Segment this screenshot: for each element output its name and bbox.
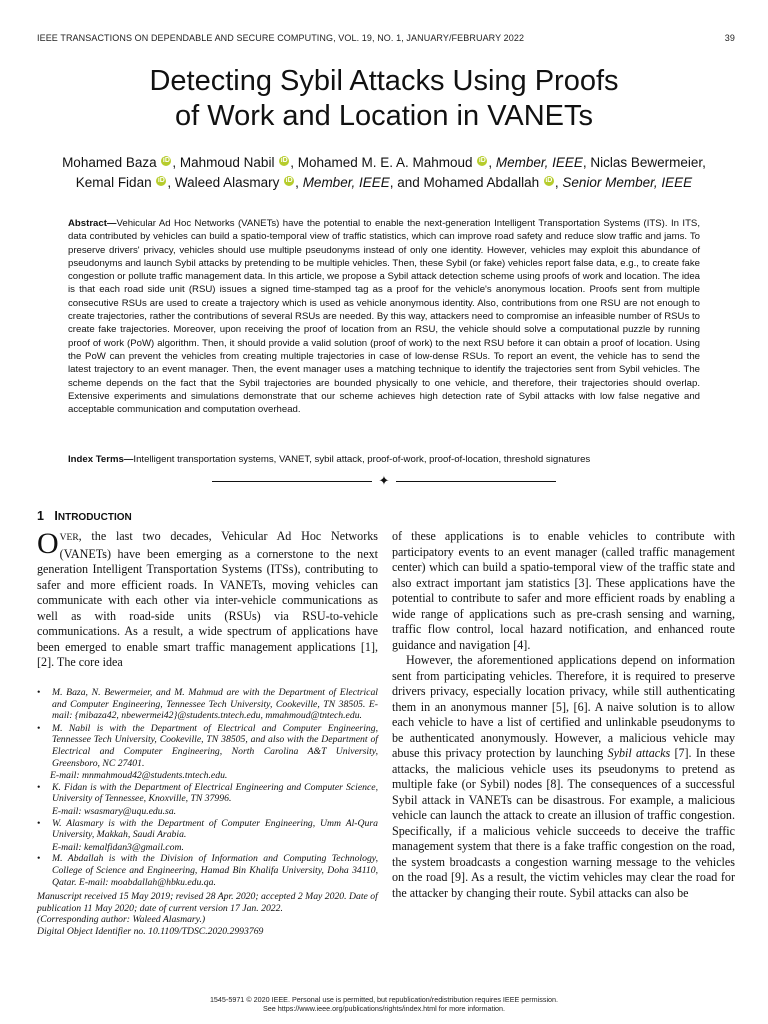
author-baza: Mohamed Baza [62,155,157,170]
intro-paragraph: , the last two decades, Vehicular Ad Hoc Networks (VANETs) have been emerging as a cornerstone to the next generation Intelligent Transportation Systems (ITSs), contributing to safer and more efficient roads. In VANETs, moving vehicles can communicate with each other via inter-vehicle communications as well as with road-side units (RSUs) via RSU-to-vehicle communications. As a result, a wide spectrum of applications have been emerged to enable smart traffic management applications [1], [2]. The core idea [37,529,378,669]
footnote-item [37,723,378,769]
corresponding-author: (Corresponding author: Waleed Alasmary.) [37,914,206,926]
left-column [37,529,378,671]
orcid-icon[interactable]: iD [478,157,486,164]
footnote-email: E-mail: kemalfidan3@gmail.com. [52,841,184,853]
paragraph-text: However, the aforementioned applications depend on information sent from participating vehicles. Therefore, it is required to preserve drivers privacy, especially location privacy, while still authenticating them in an anonymous manner [5], [6]. A naive solution is to allow each vehicle to have a list of certified and unlinkable pseudonyms to be authenticated anonymously. However, a malicious vehicle may abuse this privacy protection by launching [392,653,735,760]
orcid-icon[interactable]: iD [285,177,293,184]
abstract-label: Abstract— [68,218,117,229]
paragraph-text: [7]. In these attacks, the malicious vehicle uses its pseudonyms to pretend as multiple fake (or Sybil) nodes [8]. The consequences of a successful Sybil attack in VANETs can be disastrous. For example, a malicious vehicle can launch the attack to create an illusion of traffic congestion. Specifically, if a malicious vehicle succeeds to deceive the traffic management system that there is a fake traffic congestion on the road, the system broadcasts a congestion warning message to the vehicles on the road [9]. As a result, the victim vehicles may clear the road for the attacker by changing their route. Sybil attacks can also be [392,746,735,900]
index-terms-text: Intelligent transportation systems, VANET, sybil attack, proof-of-work, proof-of-location, threshold signatures [133,454,591,465]
author-separator: , [295,175,303,190]
footnote-text: K. Fidan is with the Department of Electrical Engineering and Computer Science, University of Tennessee, Knoxville, TN 37996. [52,781,378,805]
issn: 1545-5971 [209,995,247,1004]
footnote-item [37,853,378,888]
section-heading [37,509,132,523]
section-title-cap: I [54,509,58,523]
index-terms-label: Index Terms— [68,454,134,465]
footnote-email: E-mail: wsasmary@uqu.edu.sa. [52,805,177,817]
manuscript-info [37,891,378,937]
footnote-text: M. Nabil is with the Department of Electrical and Computer Engineering, Tennessee Tech University, Cookeville, TN 38505, and also with the Department of Electrical and Computer Engineering, North Carolina A&T University, Greensboro, NC 27401. [52,722,378,769]
abstract-text: Vehicular Ad Hoc Networks (VANETs) have the potential to enable the next-generation Intelligent Transportation Systems (ITS). In ITS, data contributed by vehicles can build a spatio-temporal view of traffic statistics, which can improve road safety and reduce slow traffic and jams. To preserve drivers' privacy, vehicles should use multiple pseudonyms instead of only one identity. However, vehicles may exploit this abundance of pseudonyms and launch Sybil attacks by pretending to be multiple vehicles. Then, these Sybil (or fake) vehicles report false data, e.g., to create fake congestion or pollute traffic management data. In this article, we propose a Sybil attack detection scheme using proofs of work and location. The idea is that each road side unit (RSU) issues a signed time-stamped tag as a proof for the vehicle's anonymous location. Proofs sent from multiple consecutive RSUs are used to create a trajectory which is used as vehicle anonymous identity. Also, contributions from one RSU are not enough to create trajectories, rather the contributions of several RSUs are needed. By this way, attackers need to compromise an infeasible number of RSUs to create fake trajectories. Moreover, upon receiving the proof of location from an RSU, the vehicle should solve a computational puzzle by running proof of work (PoW) algorithm. Then, it should provide a valid solution (proof of work) to the next RSU before it can obtain a proof of location. Using the PoW can prevent the vehicles from creating multiple trajectories in case of low-dense RSUs. To report an event, the vehicle has to send the latest trajectory to an event manager. Then, the event manager uses a matching technique to identify the trajectories sent from Sybil vehicles. The scheme depends on the fact that the Sybil trajectories are bounded physically to one vehicle, and therefore, their trajectories should overlap. Extensive experiments and simulations demonstrate that our scheme achieves high detection rate of Sybil attacks with low false negative and acceptable communication and computation overhead. [68,218,700,416]
copyright-notice [150,996,618,1013]
bullet-icon: • [37,781,41,793]
title-line-1: Detecting Sybil Attacks Using Proofs [149,65,619,97]
author-bewermeier: , Niclas Bewermeier, [582,155,706,170]
right-column [392,529,735,901]
footnote-text: M. Baza, N. Bewermeier, and M. Mahmud are with the Department of Electrical and Computer Engineering, Tennessee Tech University, Cookeville, TN 38505. E-mail: {mibaza42, nbewermei42}@students.tntech.edu, mmahmoud@tntech.edu. [52,687,378,722]
bullet-icon: • [37,722,41,734]
intro-smallcaps: VER [59,533,79,543]
footnote-item [37,687,378,722]
bullet-icon: • [37,817,41,829]
section-title-rest: NTRODUCTION [57,512,132,523]
section-number: 1 [37,509,44,523]
bullet-icon: • [37,853,41,865]
footnote-item [37,818,378,841]
paper-title [40,64,728,134]
orcid-icon[interactable]: iD [280,157,288,164]
emphasis-text: Sybil attacks [607,746,671,760]
page-number: 39 [724,33,735,43]
paragraph: of these applications is to enable vehicles to contribute with participatory events to an event manager (called traffic management center) which can build a spatio-temporal view of the traffic state and also extract important jam statistics [3]. These applications have the potential to contribute to safer and more efficient roads by enabling a wide range of applications such as pre-crash sensing and warning, traffic flow control, local hazard notification, and enhanced route guidance and navigation [4]. [392,529,735,652]
drop-cap: O [37,527,59,560]
orcid-icon[interactable]: iD [545,177,553,184]
index-terms [68,453,700,466]
footnote-item [37,782,378,805]
copyright-text: 2020 IEEE. Personal use is permitted, but republication/redistribution requires IEEE permission. [251,995,559,1004]
separator-line-right [396,481,556,482]
orcid-icon[interactable]: iD [162,157,170,164]
abstract [68,217,700,416]
copyright-line-2: See https://www.ieee.org/publications/rights/index.html for more information. [262,1003,506,1013]
separator-diamond-icon: ✦ [378,473,390,488]
senior-member-title: Senior Member, IEEE [562,175,693,190]
paragraph [392,653,735,901]
member-title: Member, IEEE [495,155,583,170]
title-line-2: of Work and Location in VANETs [174,100,594,132]
copyright-icon: © [246,995,252,1004]
doi: Digital Object Identifier no. 10.1109/TDSC.2020.2993769 [37,925,264,937]
author-nabil: , Mahmoud Nabil [172,155,275,170]
footnotes [37,687,378,937]
author-fidan: Kemal Fidan [75,175,152,190]
footnote-rule [37,677,378,678]
author-separator: , [554,175,563,190]
journal-header: IEEE TRANSACTIONS ON DEPENDABLE AND SECURE COMPUTING, VOL. 19, NO. 1, JANUARY/FEBRUARY 2022 [37,33,525,43]
author-alasmary: , Waleed Alasmary [167,175,280,190]
footnote-text: W. Alasmary is with the Department of Computer Engineering, Umm Al-Qura University, Makkah, Saudi Arabia. [52,817,378,841]
member-title: Member, IEEE [302,175,390,190]
footnote-text: M. Abdallah is with the Division of Information and Computing Technology, College of Science and Engineering, Hamad Bin Khalifa University, Doha 34110, Qatar. E-mail: moabdallah@hbku.edu.qa. [52,853,378,888]
footnote-email: E-mail: mnmahmoud42@students.tntech.edu. [50,770,228,782]
separator-line-left [212,481,372,482]
author-mahmoud: , Mohamed M. E. A. Mahmoud [290,155,473,170]
manuscript-dates: Manuscript received 15 May 2019; revised 28 Apr. 2020; accepted 2 May 2020. Date of publication 11 May 2020; date of current version 17 Jan. 2022. [37,891,378,914]
bullet-icon: • [37,687,41,698]
author-list [30,153,738,193]
orcid-icon[interactable]: iD [157,177,165,184]
author-abdallah: , and Mohamed Abdallah [389,175,540,190]
author-separator: , [488,155,496,170]
